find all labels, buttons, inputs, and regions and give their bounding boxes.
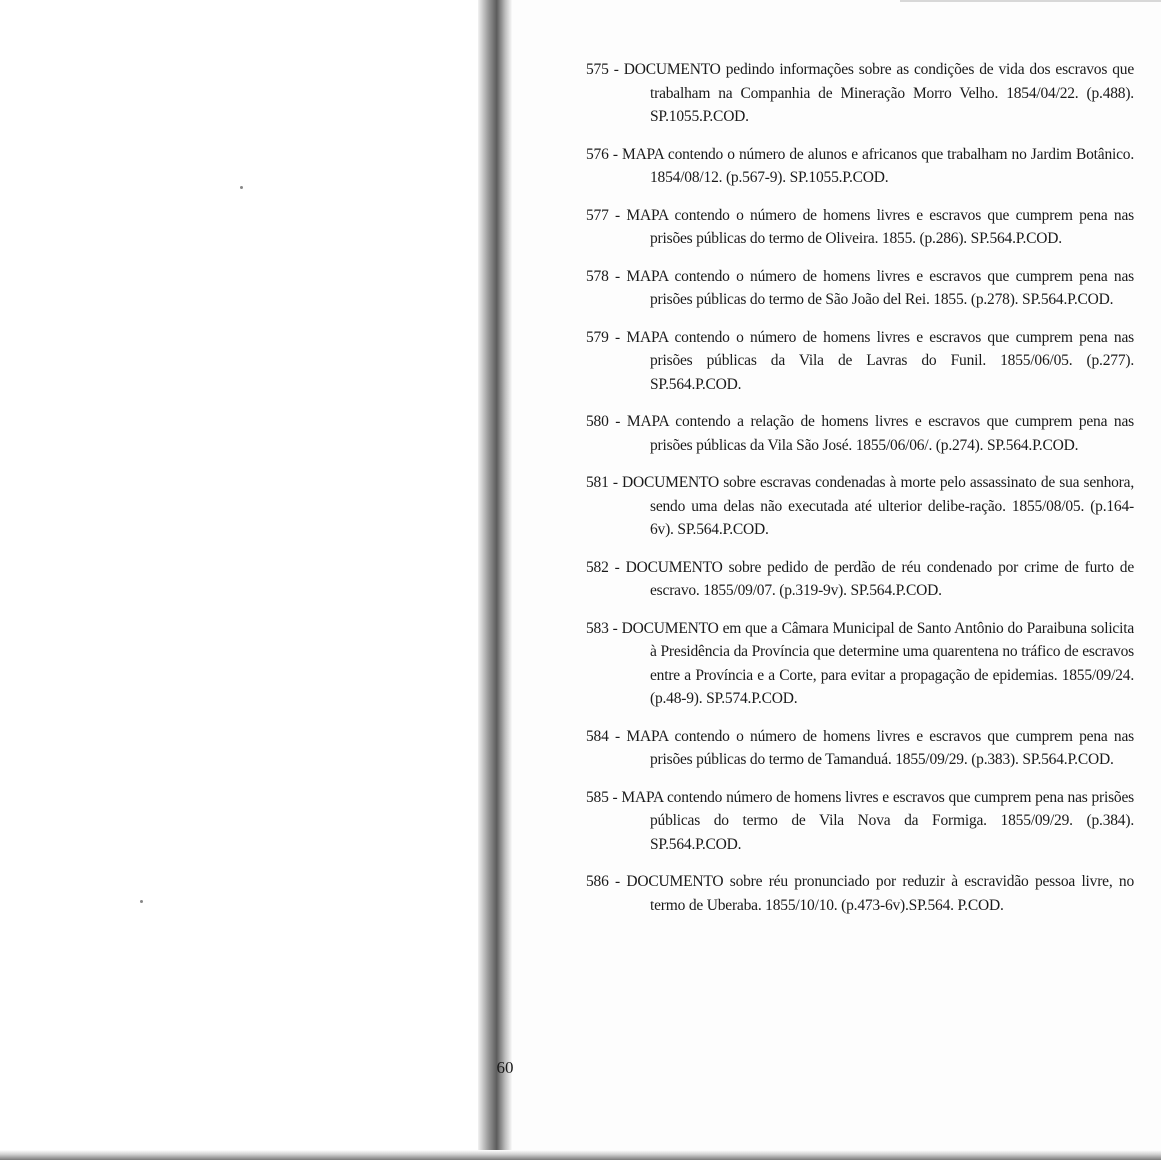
entry-type: MAPA	[626, 267, 669, 285]
catalog-entry: 580 - MAPA contendo a relação de homens livres e escravos que cumprem pena nas prisões públicas da Vila São José. 1855/06/06/. (p.274). SP.564.P.COD.	[586, 413, 1134, 454]
entry-number: 582	[586, 558, 609, 576]
catalog-entry: 577 - MAPA contendo o número de homens livres e escravos que cumprem pena nas prisões públicas do termo de Oliveira. 1855. (p.286). SP.564.P.COD.	[586, 206, 1134, 247]
left-blank-page	[0, 0, 478, 1160]
entry-type: MAPA	[621, 145, 664, 163]
entry-number: 584	[586, 727, 609, 745]
entry-description: contendo número de homens livres e escravos que cumprem pena nas prisões públicas do termo de Vila Nova da Formiga. 1855/09/29. (p.384). SP.564.P.COD.	[650, 788, 1134, 853]
entry-description: contendo o número de homens livres e escravos que cumprem pena nas prisões públicas do termo de Tamanduá. 1855/09/29. (p.383). SP.564.P.COD.	[650, 727, 1134, 768]
entry-description: contendo o número de homens livres e escravos que cumprem pena nas prisões públicas do termo de São João del Rei. 1855. (p.278). SP.564.P.COD.	[650, 267, 1134, 308]
entry-description: contendo o número de homens livres e escravos que cumprem pena nas prisões públicas do termo de Oliveira. 1855. (p.286). SP.564.P.COD.	[650, 206, 1134, 247]
page-number: 60	[496, 1058, 514, 1077]
catalog-entry: 579 - MAPA contendo o número de homens livres e escravos que cumprem pena nas prisões públicas da Vila de Lavras do Funil. 1855/06/05. (p.277). SP.564.P.COD.	[586, 328, 1134, 393]
entry-number: 577	[586, 206, 609, 224]
entry-number: 578	[586, 267, 609, 285]
entry-type: MAPA	[626, 413, 669, 430]
entry-description: contendo o número de homens livres e escravos que cumprem pena nas prisões públicas da Vila de Lavras do Funil. 1855/06/05. (p.277). SP.564.P.COD.	[650, 328, 1134, 393]
catalog-entry: 576 - MAPA contendo o número de alunos e africanos que trabalham no Jardim Botânico. 1854/08/12. (p.567-9). SP.1055.P.COD.	[586, 145, 1135, 186]
entry-type: MAPA	[626, 328, 669, 346]
entry-type: MAPA	[626, 206, 669, 224]
entry-description: pedindo informações sobre as condições de vida dos escravos que trabalham na Companhia de Mineração Morro Velho. 1854/04/22. (p.488). SP.1055.P.COD.	[650, 61, 1135, 125]
catalog-entry: 586 - DOCUMENTO sobre réu pronunciado por reduzir à escravidão pessoa livre, no termo de Uberaba. 1855/10/10. (p.473-6v).SP.564. P.COD.	[586, 873, 1135, 914]
catalog-entry: 584 - MAPA contendo o número de homens livres e escravos que cumprem pena nas prisões públicas do termo de Tamanduá. 1855/09/29. (p.383). SP.564.P.COD.	[586, 727, 1134, 768]
catalog-entry: 583 - DOCUMENTO em que a Câmara Municipal de Santo Antônio do Paraibuna solicita à Presidência da Província que determine uma quarentena no tráfico de escravos entre a Província e a Corte, para evitar a propagação de epidemias. 1855/09/24. (p.48-9). SP.574.P.COD.	[586, 619, 1134, 707]
entry-number: 579	[586, 328, 609, 346]
entry-description: sobre réu pronunciado por reduzir à escravidão pessoa livre, no termo de Uberaba. 1855/10/10. (p.473-6v).SP.564. P.COD.	[650, 873, 1135, 914]
book-spine-shadow	[478, 0, 512, 1160]
entry-type: DOCUMENTO	[621, 619, 719, 637]
entry-description: contendo o número de alunos e africanos que trabalham no Jardim Botânico. 1854/08/12. (p.567-9). SP.1055.P.COD.	[650, 145, 1135, 186]
catalog-entry-list	[586, 58, 1134, 931]
entry-number: 583	[586, 619, 609, 637]
catalog-entry: 582 - DOCUMENTO sobre pedido de perdão de réu condenado por crime de furto de escravo. 1855/09/07. (p.319-9v). SP.564.P.COD.	[586, 558, 1134, 599]
catalog-entry: 585 - MAPA contendo número de homens livres e escravos que cumprem pena nas prisões públicas do termo de Vila Nova da Formiga. 1855/09/29. (p.384). SP.564.P.COD.	[586, 788, 1134, 853]
entry-description: contendo a relação de homens livres e escravos que cumprem pena nas prisões públicas da Vila São José. 1855/06/06/. (p.274). SP.564.P.COD.	[650, 413, 1134, 454]
catalog-entry: 581 - DOCUMENTO sobre escravas condenadas à morte pelo assassinato de sua senhora, sendo uma delas não executada até ulterior delibe-ração. 1855/08/05. (p.164-6v). SP.564.P.COD.	[586, 474, 1134, 538]
entry-type: DOCUMENTO	[622, 474, 719, 491]
entry-type: MAPA	[621, 788, 664, 806]
entry-type: MAPA	[626, 727, 669, 745]
paper-speck	[140, 900, 143, 903]
entry-number: 576	[586, 145, 609, 163]
entry-number: 581	[586, 474, 609, 491]
catalog-entry: 578 - MAPA contendo o número de homens livres e escravos que cumprem pena nas prisões públicas do termo de São João del Rei. 1855. (p.278). SP.564.P.COD.	[586, 267, 1134, 308]
paper-speck	[240, 186, 243, 189]
entry-number: 575	[586, 61, 609, 78]
entry-description: em que a Câmara Municipal de Santo Antônio do Paraibuna solicita à Presidência da Província que determine uma quarentena no tráfico de escravos entre a Província e a Corte, para evitar a propagação de epidemias. 1855/09/24. (p.48-9). SP.574.P.COD.	[650, 619, 1134, 707]
entry-number: 585	[586, 788, 609, 806]
entry-number: 580	[586, 413, 609, 430]
catalog-entry: 575 - DOCUMENTO pedindo informações sobre as condições de vida dos escravos que trabalham na Companhia de Mineração Morro Velho. 1854/04/22. (p.488). SP.1055.P.COD.	[586, 61, 1135, 125]
entry-type: DOCUMENTO	[625, 558, 723, 576]
page-bottom-edge	[0, 1150, 1161, 1160]
entry-description: sobre escravas condenadas à morte pelo assassinato de sua senhora, sendo uma delas não executada até ulterior delibe-ração. 1855/08/05. (p.164-6v). SP.564.P.COD.	[650, 474, 1134, 538]
entry-description: sobre pedido de perdão de réu condenado por crime de furto de escravo. 1855/09/07. (p.319-9v). SP.564.P.COD.	[650, 558, 1134, 599]
entry-type: DOCUMENTO	[623, 61, 721, 78]
entry-type: DOCUMENTO	[626, 873, 724, 890]
entry-number: 586	[586, 873, 609, 890]
page-top-edge	[900, 0, 1161, 2]
